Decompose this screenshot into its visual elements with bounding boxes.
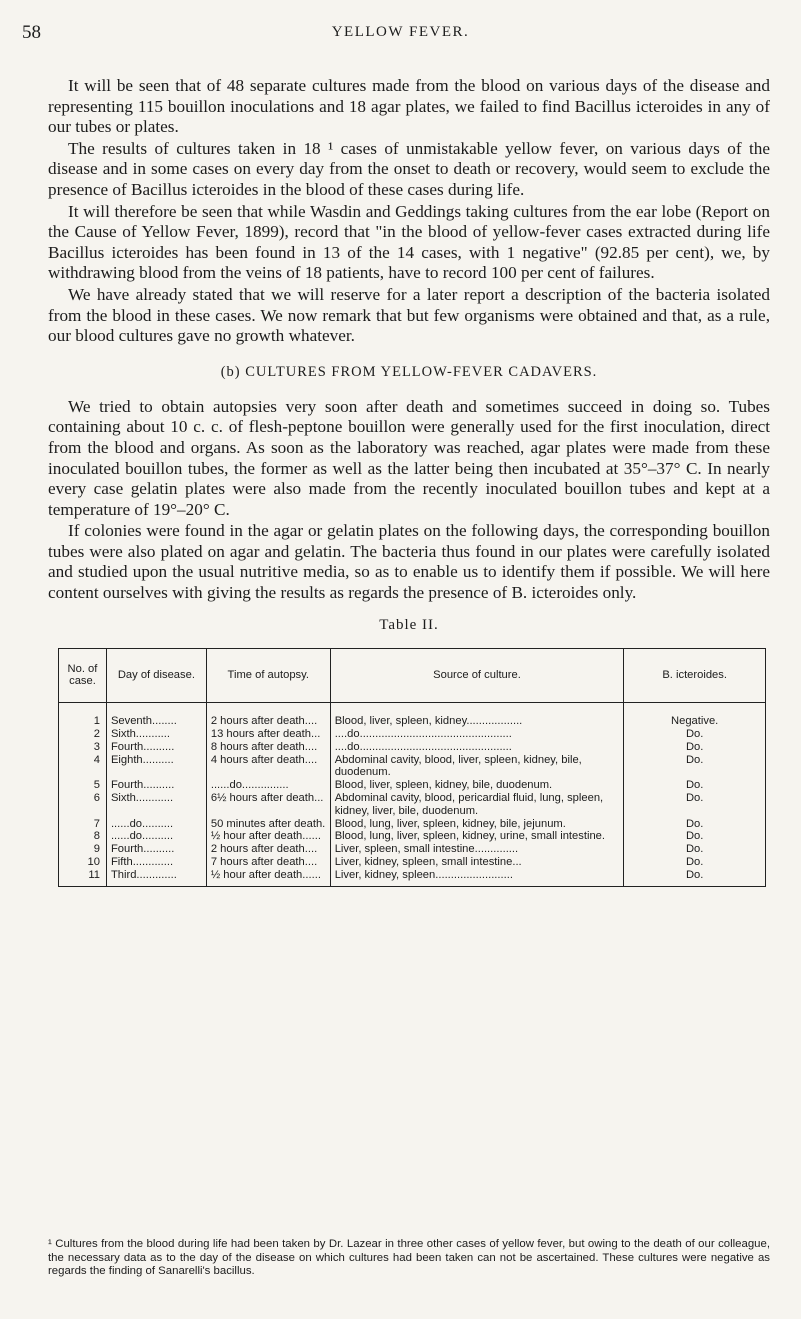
cell-source: Blood, liver, spleen, kidney, bile, duodenum.	[330, 779, 624, 792]
table-row	[59, 843, 766, 856]
cell-day: Seventh........	[106, 703, 206, 728]
table-header-row	[59, 648, 766, 703]
cell-source: Abdominal cavity, blood, liver, spleen, kidney, bile, duodenum.	[330, 754, 624, 780]
cell-time: ½ hour after death......	[206, 869, 330, 886]
cell-case-number: 2	[59, 728, 107, 741]
cell-case-number: 7	[59, 818, 107, 831]
cell-source: Blood, lung, liver, spleen, kidney, urine, small intestine.	[330, 830, 624, 843]
table-title: Table II.	[379, 616, 439, 633]
cell-source: ....do.................................................	[330, 728, 624, 741]
cell-time: 4 hours after death....	[206, 754, 330, 780]
table-row	[59, 754, 766, 780]
cell-case-number: 3	[59, 741, 107, 754]
paragraph-6: If colonies were found in the agar or gelatin plates on the following days, the corresponding bouillon tubes were also plated on agar and gelatin. The bacteria thus found in our plates were carefully isolated and studied upon the usual nutritive media, so as to enable us to identify them if possible. We will here content ourselves with giving the results as regards the presence of B. icteroides only.	[48, 521, 770, 603]
cell-day: Sixth...........	[106, 728, 206, 741]
table-row	[59, 856, 766, 869]
table-row	[59, 703, 766, 728]
cell-time: 8 hours after death....	[206, 741, 330, 754]
cell-source: Blood, lung, liver, spleen, kidney, bile, jejunum.	[330, 818, 624, 831]
cell-day: Fourth..........	[106, 779, 206, 792]
cell-time: 13 hours after death...	[206, 728, 330, 741]
cell-source: Liver, kidney, spleen, small intestine...	[330, 856, 624, 869]
cell-case-number: 5	[59, 779, 107, 792]
cell-time: 2 hours after death....	[206, 703, 330, 728]
table-row	[59, 818, 766, 831]
cell-result: Do.	[624, 779, 766, 792]
header-b-icteroides: B. icteroides.	[624, 648, 766, 703]
cell-result: Negative.	[624, 703, 766, 728]
cell-source: Blood, liver, spleen, kidney..................	[330, 703, 624, 728]
cell-day: ......do..........	[106, 830, 206, 843]
cell-day: Fifth.............	[106, 856, 206, 869]
section-heading: (b) CULTURES FROM YELLOW-FEVER CADAVERS.	[220, 363, 598, 380]
page-number: 58	[22, 22, 41, 43]
body-text	[48, 76, 770, 887]
cell-result: Do.	[624, 754, 766, 780]
footnote: ¹ Cultures from the blood during life had been taken by Dr. Lazear in three other cases of yellow fever, but owing to the death of our colleague, the necessary data as to the day of the disease on which cultures had been taken can not be ascertained. These cultures were negative as regards the finding of Sanarelli's bacillus.	[48, 1238, 770, 1278]
cell-time: ......do...............	[206, 779, 330, 792]
cell-result: Do.	[624, 843, 766, 856]
cell-result: Do.	[624, 856, 766, 869]
paragraph-3: It will therefore be seen that while Wasdin and Geddings taking cultures from the ear lobe (Report on the Cause of Yellow Fever, 1899), record that "in the blood of yellow-fever cases extracted during life Bacillus icteroides has been found in 13 of the 14 cases, with 1 negative" (92.85 per cent), we, by withdrawing blood from the veins of 18 patients, have to record 100 per cent of failures.	[48, 201, 770, 283]
cell-case-number: 9	[59, 843, 107, 856]
cell-time: ½ hour after death......	[206, 830, 330, 843]
cell-result: Do.	[624, 792, 766, 818]
paragraph-1: It will be seen that of 48 separate cultures made from the blood on various days of the disease and representing 115 bouillon inoculations and 18 agar plates, we failed to find Bacillus icteroides in any of our tubes or plates.	[48, 76, 770, 137]
cell-result: Do.	[624, 830, 766, 843]
cell-case-number: 4	[59, 754, 107, 780]
table-row	[59, 792, 766, 818]
table-row	[59, 869, 766, 886]
cell-source: ....do.................................................	[330, 741, 624, 754]
paragraph-2: The results of cultures taken in 18 ¹ cases of unmistakable yellow fever, on various days of the disease and in some cases on every day from the onset to death or recovery, would seem to exclude the presence of Bacillus icteroides in the blood of these cases during life.	[48, 138, 770, 199]
cell-source: Liver, kidney, spleen.........................	[330, 869, 624, 886]
cell-day: Eighth..........	[106, 754, 206, 780]
cell-day: Fourth..........	[106, 741, 206, 754]
cell-day: Fourth..........	[106, 843, 206, 856]
cell-source: Liver, spleen, small intestine..............	[330, 843, 624, 856]
paragraph-5: We tried to obtain autopsies very soon after death and sometimes succeed in doing so. Tubes containing about 10 c. c. of flesh-peptone bouillon were generally used for the first inoculation, direct from the blood and organs. As soon as the laboratory was reached, agar plates were made from these inoculated bouillon tubes, the former as well as the latter being then incubated at 35°–37° C. In nearly every case gelatin plates were also made from the recently inoculated bouillon tubes and kept at a temperature of 19°–20° C.	[48, 396, 770, 519]
cell-source: Abdominal cavity, blood, pericardial fluid, lung, spleen, kidney, liver, bile, duodenum.	[330, 792, 624, 818]
cell-case-number: 6	[59, 792, 107, 818]
results-table	[58, 648, 766, 887]
cell-time: 7 hours after death....	[206, 856, 330, 869]
cell-case-number: 8	[59, 830, 107, 843]
cell-time: 2 hours after death....	[206, 843, 330, 856]
cell-day: ......do..........	[106, 818, 206, 831]
paragraph-4: We have already stated that we will reserve for a later report a description of the bacteria isolated from the blood in these cases. We now remark that but few organisms were obtained and that, as a rule, our blood cultures gave no growth whatever.	[48, 284, 770, 346]
cell-day: Sixth............	[106, 792, 206, 818]
cell-result: Do.	[624, 741, 766, 754]
table-row	[59, 830, 766, 843]
running-title: YELLOW FEVER.	[331, 24, 470, 40]
cell-result: Do.	[624, 728, 766, 741]
cell-day: Third.............	[106, 869, 206, 886]
cell-case-number: 10	[59, 856, 107, 869]
cell-time: 50 minutes after death.	[206, 818, 330, 831]
cell-case-number: 11	[59, 869, 107, 886]
header-case-number: No. of case.	[59, 648, 107, 703]
table-row	[59, 741, 766, 754]
header-day-of-disease: Day of disease.	[106, 648, 206, 703]
cell-case-number: 1	[59, 703, 107, 728]
table-row	[59, 779, 766, 792]
cell-result: Do.	[624, 869, 766, 886]
cell-result: Do.	[624, 818, 766, 831]
table-row	[59, 728, 766, 741]
cell-time: 6½ hours after death...	[206, 792, 330, 818]
header-time-of-autopsy: Time of autopsy.	[206, 648, 330, 703]
header-source-of-culture: Source of culture.	[330, 648, 624, 703]
